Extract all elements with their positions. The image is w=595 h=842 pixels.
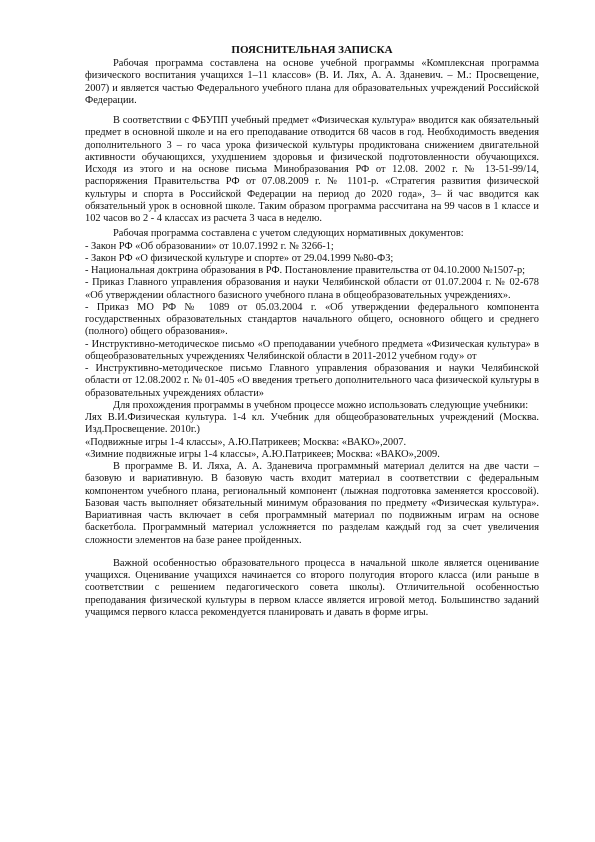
- doc-item: - Закон РФ «Об образовании» от 10.07.1992 г. № 3266-1;: [85, 240, 334, 252]
- feature-paragraph: Важной особенностью образовательного процесса в начальной школе является оценивание учащихся. Оценивание учащихся начинается со второго полугодия второго класса (или раньше в соответствии с решением педагогического совета школы). Отличительной особенностью преподавания физической культуры в первом классе является игровой метод. Большинство заданий учащимся первого класса рекомендуется планировать и давать в форме игры.: [85, 557, 539, 618]
- docs-intro: Рабочая программа составлена с учетом следующих нормативных документов:: [113, 228, 464, 240]
- doc-item: - Инструктивно-методическое письмо Главного управления образования и науки Челябинской области от 12.08.2002 г. № 01-405 «О введения третьего дополнительного часа физической культуры в образовательных учреждениях области»: [85, 363, 539, 399]
- document-title: ПОЯСНИТЕЛЬНАЯ ЗАПИСКА: [231, 44, 393, 56]
- textbook-item: «Зимние подвижные игры 1-4 классы», А.Ю.Патрикеев; Москва: «ВАКО»,2009.: [85, 448, 440, 460]
- doc-item: - Приказ Главного управления образования и науки Челябинской области от 01.07.2004 г. № 02-678 «Об утверждении областного базисного учебного плана в общеобразовательных учреждениях».: [85, 277, 539, 301]
- doc-item: - Закон РФ «О физической культуре и спорте» от 29.04.1999 №80-ФЗ;: [85, 252, 394, 264]
- textbooks-intro: Для прохождения программы в учебном процессе можно использовать следующие учебники:: [113, 399, 529, 411]
- fbup-paragraph: В соответствии с ФБУПП учебный предмет «Физическая культура» вводится как обязательный предмет в основной школе и на его преподавание отводится 68 часов в год. Необходимость введения дополнительного 3 – го часа урока физической культуры продиктована снижением двигательной активности обучающихся, ухудшением здоровья и физической подготовленности обучающихся. Исходя из этого и на основе письма Минобразования РФ от 12.08. 2002 г. № 13-51-99/14, распоряжения Правительства РФ от 07.08.2009 г. № 1101-р. «Стратегия развития физической культуры и спорта в Российской Федерации на период до 2020 года», 3– й час вводится как обязательный урок в основной школе. Таким образом программа рассчитана на 99 часов в 1 классе и 102 часов во 2 - 4 классах из расчета 3 часа в неделю.: [85, 115, 539, 224]
- intro-paragraph: Рабочая программа составлена на основе учебной программы «Комплексная программа физического воспитания учащихся 1–11 классов» (В. И. Лях, А. А. Зданевич. – М.: Просвещение, 2007) и является частью Федерального учебного плана для образовательных учреждений Российской Федерации.: [85, 58, 539, 106]
- program-paragraph: В программе В. И. Ляха, А. А. Зданевича программный материал делится на две части – базовую и вариативную. В базовую часть входит материал в соответствии с федеральным компонентом учебного плана, региональный компонент (лыжная подготовка заменяется кроссовой). Базовая часть выполняет обязательный минимум образования по предмету «Физическая культура». Вариативная часть включает в себя программный материал по подвижным играм на основе баскетбола. Программный материал усложняется по разделам каждый год за счет увеличения сложности элементов на базе ранее пройденных.: [85, 461, 539, 546]
- doc-item: - Национальная доктрина образования в РФ. Постановление правительства от 04.10.2000 №1507-р;: [85, 265, 526, 276]
- doc-item: - Инструктивно-методическое письмо «О преподавании учебного предмета «Физическая культура» в общеобразовательных учреждениях Челябинской области в 2011-2012 учебном году» от: [85, 338, 539, 362]
- doc-item: - Приказ МО РФ № 1089 от 05.03.2004 г. «Об утверждении федерального компонента государственных образовательных стандартов начального общего, основного общего и среднего (полного) общего образования».: [85, 301, 539, 338]
- textbook-item: «Подвижные игры 1-4 классы», А.Ю.Патрикеев; Москва: «ВАКО»,2007.: [85, 436, 407, 448]
- textbook-item: Лях В.И.Физическая культура. 1-4 кл. Учебник для общеобразовательных учреждений (Москва. Изд.Просвещение. 2010г.): [85, 412, 539, 436]
